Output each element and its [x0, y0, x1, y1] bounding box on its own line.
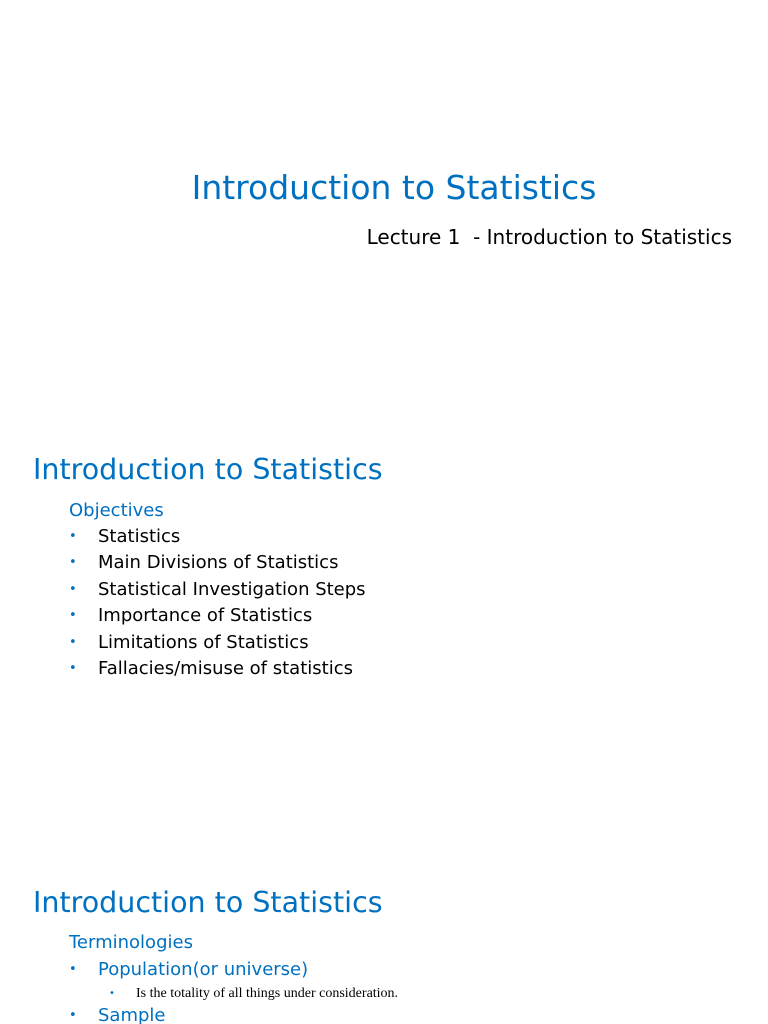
bullet-icon: •: [69, 581, 77, 597]
list-item: • Limitations of Statistics: [69, 630, 366, 656]
bullet-icon: •: [69, 660, 77, 676]
list-item: [69, 957, 308, 983]
list-item: • Statistics: [69, 524, 366, 550]
term-sample: Sample: [98, 1005, 166, 1024]
terminologies-list-continued: [69, 1003, 166, 1024]
bullet-icon: •: [69, 962, 77, 977]
list-item: • Fallacies/misuse of statistics: [69, 656, 366, 682]
objectives-label: Objectives: [69, 500, 164, 521]
bullet-icon: •: [69, 634, 77, 650]
slide-heading: Introduction to Statistics: [33, 886, 383, 919]
list-item: • Main Divisions of Statistics: [69, 550, 366, 576]
terminologies-label: Terminologies: [69, 932, 193, 953]
bullet-icon: •: [69, 608, 77, 624]
sub-list-item: [109, 985, 398, 1003]
list-item: • Importance of Statistics: [69, 603, 366, 629]
bullet-icon: •: [69, 1008, 77, 1023]
slide-subtitle: Lecture 1 - Introduction to Statistics: [366, 225, 732, 249]
term-population-definition: Is the totality of all things under consideration.: [136, 986, 399, 1001]
bullet-icon: •: [69, 555, 77, 571]
bullet-icon: •: [69, 529, 77, 544]
term-population: Population(or universe): [98, 959, 309, 980]
slide-heading: Introduction to Statistics: [33, 453, 383, 486]
list-item: • Statistical Investigation Steps: [69, 577, 366, 603]
list-item: [69, 1003, 166, 1024]
terminologies-list: [69, 957, 308, 983]
slide-title: Introduction to Statistics: [191, 168, 597, 207]
bullet-icon: •: [109, 988, 115, 999]
